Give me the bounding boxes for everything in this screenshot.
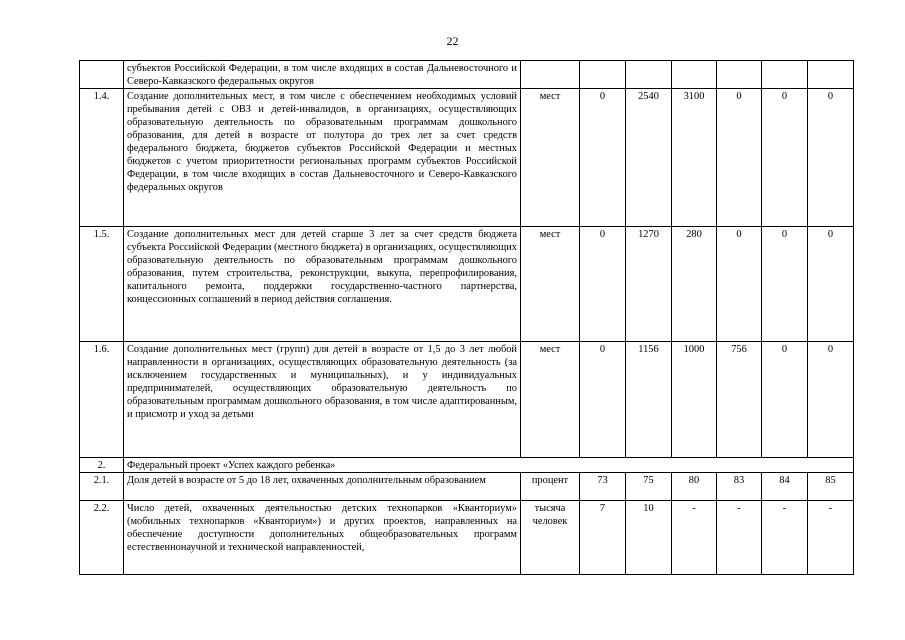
unit-cell: мест <box>521 342 580 458</box>
table-row <box>80 473 854 501</box>
unit-cell: процент <box>521 473 580 501</box>
value-cell: - <box>717 501 762 575</box>
unit-cell: мест <box>521 227 580 342</box>
value-cell: 3100 <box>672 89 717 227</box>
row-number: 1.5. <box>80 227 124 342</box>
value-cell: 1270 <box>626 227 672 342</box>
section-row <box>80 458 854 473</box>
value-cell <box>626 61 672 89</box>
table-row <box>80 61 854 89</box>
table-row <box>80 227 854 342</box>
value-cell: 0 <box>717 227 762 342</box>
indicator-name: субъектов Российской Федерации, в том числе входящих в состав Дальневосточного и Северо-Кавказского федеральных округов <box>124 61 521 89</box>
indicator-name: Создание дополнительных мест (групп) для детей в возрасте от 1,5 до 3 лет любой направленности в организациях, осуществляющих образовательную деятельность (за исключением государственных и муниципальных), и у индивидуальных предпринимателей, осуществляющих образовательную деятельность по образовательным программам дошкольного образования, в том числе адаптированным, и присмотр и уход за детьми <box>124 342 521 458</box>
value-cell: 0 <box>717 89 762 227</box>
value-cell <box>808 61 854 89</box>
value-cell: 0 <box>808 89 854 227</box>
row-number <box>80 61 124 89</box>
table-body <box>80 61 854 575</box>
value-cell <box>672 61 717 89</box>
page-number: 22 <box>446 34 459 48</box>
indicator-name: Доля детей в возрасте от 5 до 18 лет, охваченных дополнительным образованием <box>124 473 521 501</box>
value-cell: 2540 <box>626 89 672 227</box>
value-cell <box>580 61 626 89</box>
value-cell <box>762 61 808 89</box>
indicators-table <box>79 60 854 575</box>
value-cell: 280 <box>672 227 717 342</box>
value-cell: 1156 <box>626 342 672 458</box>
value-cell: 0 <box>580 342 626 458</box>
value-cell <box>717 61 762 89</box>
value-cell: 83 <box>717 473 762 501</box>
value-cell: 75 <box>626 473 672 501</box>
value-cell: 10 <box>626 501 672 575</box>
unit-cell: мест <box>521 89 580 227</box>
unit-cell: тысяча человек <box>521 501 580 575</box>
value-cell: 0 <box>808 342 854 458</box>
value-cell: 73 <box>580 473 626 501</box>
value-cell: 1000 <box>672 342 717 458</box>
value-cell: 0 <box>762 342 808 458</box>
unit-cell <box>521 61 580 89</box>
value-cell: 0 <box>808 227 854 342</box>
value-cell: 7 <box>580 501 626 575</box>
value-cell: 0 <box>580 227 626 342</box>
value-cell: 756 <box>717 342 762 458</box>
value-cell: 85 <box>808 473 854 501</box>
table-row <box>80 342 854 458</box>
value-cell: 80 <box>672 473 717 501</box>
value-cell: 0 <box>580 89 626 227</box>
value-cell: - <box>672 501 717 575</box>
indicator-name: Создание дополнительных мест для детей старше 3 лет за счет средств бюджета субъекта Российской Федерации (местного бюджета) в организациях, осуществляющих образовательную деятельность по образовательным программам дошкольного образования, путем строительства, реконструкции, выкупа, перепрофилирования, капитального ремонта, поддержки государственно-частного партнерства, концессионных соглашений в период действия соглашения. <box>124 227 521 342</box>
value-cell: 0 <box>762 227 808 342</box>
value-cell: 0 <box>762 89 808 227</box>
indicator-name: Создание дополнительных мест, в том числе с обеспечением необходимых условий пребывания детей с ОВЗ и детей-инвалидов, в организациях, осуществляющих образовательную деятельность по образовательным программам дошкольного образования, для детей в возрасте от полутора до трех лет за счет средств федерального бюджета, бюджетов субъектов Российской Федерации и местных бюджетов с учетом приоритетности региональных программ субъектов Российской Федерации, в том числе входящих в состав Дальневосточного и Северо-Кавказского федеральных округов <box>124 89 521 227</box>
table-row <box>80 501 854 575</box>
table-row <box>80 89 854 227</box>
value-cell: - <box>808 501 854 575</box>
value-cell: 84 <box>762 473 808 501</box>
indicator-name: Число детей, охваченных деятельностью детских технопарков «Кванториум» (мобильных технопарков «Кванториум») и других проектов, направленных на обеспечение доступности дополнительных общеобразовательных программ естественнонаучной и технической направленностей, <box>124 501 521 575</box>
value-cell: - <box>762 501 808 575</box>
row-number: 1.6. <box>80 342 124 458</box>
section-title: Федеральный проект «Успех каждого ребенка» <box>124 458 854 473</box>
row-number: 2. <box>80 458 124 473</box>
row-number: 1.4. <box>80 89 124 227</box>
row-number: 2.2. <box>80 501 124 575</box>
row-number: 2.1. <box>80 473 124 501</box>
